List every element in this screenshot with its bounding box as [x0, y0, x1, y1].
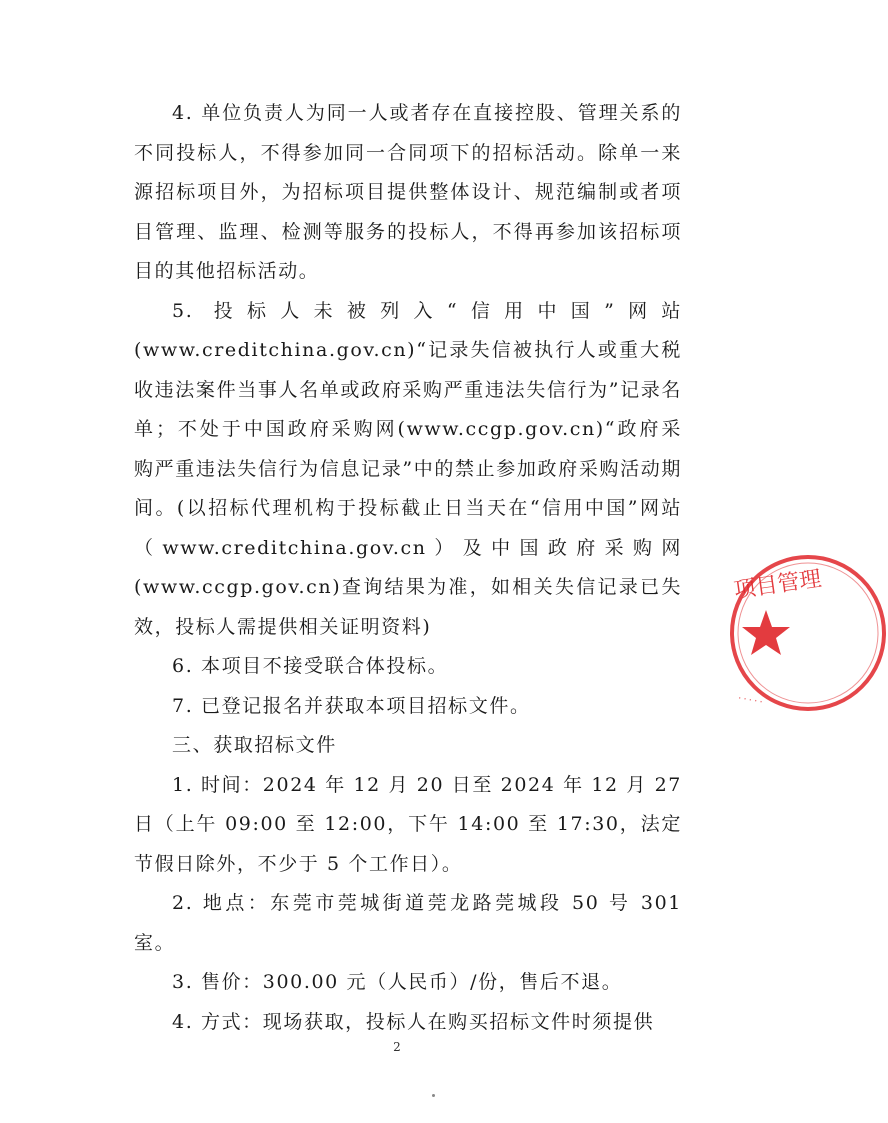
clause-6-paragraph: 6. 本项目不接受联合体投标。 [172, 655, 449, 677]
clause-5-paragraph: 5. 投标人未被列入“信用中国”网站(www.creditchina.gov.cn)“记录失信被执行人或重大税收违法案件当事人名单或政府采购严重违法失信行为”记录名单；不处于中国政府采购网(www.ccgp.gov.cn)“政府采购严重违法失信行为信息记录”中的禁止参加政府采购活动期间。(以招标代理机构于投标截止日当天在“信用中国”网站（www.creditchina.gov.cn）及中国政府采购网(www.ccgp.gov.cn)查询结果为准，如相关失信记录已失效，投标人需提供相关证明资料) [134, 299, 682, 638]
clause-7-paragraph: 7. 已登记报名并获取本项目招标文件。 [172, 694, 531, 717]
official-seal-stamp [728, 538, 888, 728]
seal-star-icon [742, 610, 790, 655]
obtain-location-paragraph: 2. 地点：东莞市莞城街道莞龙路莞城段 50 号 301 室。 [134, 892, 682, 954]
obtain-price-paragraph: 3. 售价：300.00 元（人民币）/份，售后不退。 [172, 971, 623, 993]
obtain-time-paragraph: 1. 时间：2024 年 12 月 20 日至 2024 年 12 月 27 日（上午 09:00 至 12:00，下午 14:00 至 17:30，法定节假日除外，不少于 5 个工作日）。 [134, 773, 682, 875]
obtain-method-paragraph: 4. 方式：现场获取，投标人在购买招标文件时须提供 [172, 1010, 655, 1033]
page-number: 2 [393, 1040, 401, 1054]
svg-text:·····: ····· [735, 693, 765, 709]
section-heading-obtain-tender-documents: 三、获取招标文件 [172, 734, 337, 756]
document-body [134, 94, 682, 1042]
scan-speck [432, 1094, 435, 1097]
seal-arc-text: 项目管理 [732, 566, 824, 604]
clause-4-paragraph: 4. 单位负责人为同一人或者存在直接控股、管理关系的不同投标人，不得参加同一合同项下的招标活动。除单一来源招标项目外，为招标项目提供整体设计、规范编制或者项目管理、监理、检测等服务的投标人，不得再参加该招标项目的其他招标活动。 [134, 102, 682, 282]
